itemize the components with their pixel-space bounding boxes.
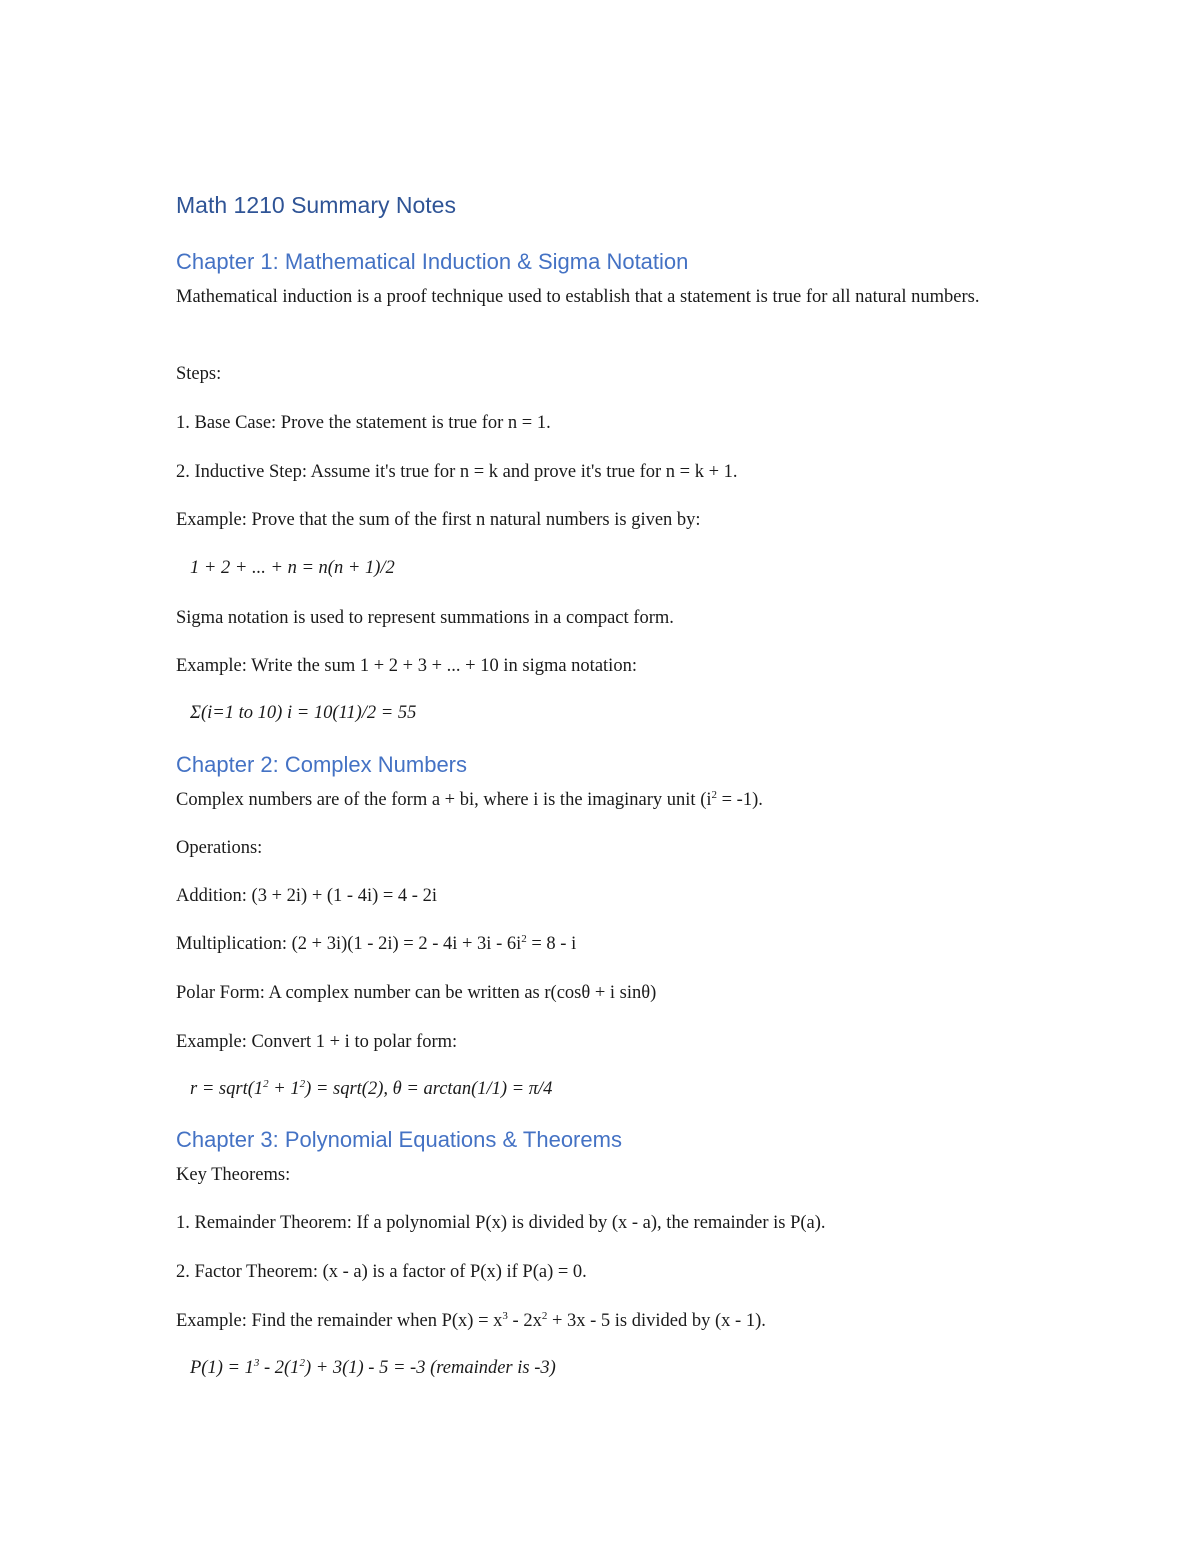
multiplication-example: Multiplication: $(2 + 3i)(1 - 2i) = 2 - 4i + 3i - 6i^2 = 8 - i$ bbox=[176, 932, 577, 954]
equation-remainder: $P(1) = 1^3 - 2(1^2) + 3(1) - 5 = -3$ (remainder is -3) bbox=[190, 1356, 556, 1378]
polar-form: Polar Form: A complex number can be written as r(cosθ + i sinθ) bbox=[176, 983, 657, 1003]
example-sigma-intro: Example: Write the sum 1 + 2 + 3 + ... + 10 in sigma notation: bbox=[176, 656, 637, 676]
example-sum-intro: Example: Prove that the sum of the first n natural numbers is given by: bbox=[176, 510, 701, 530]
equation-polar: $r = sqrt(1^2 + 1^2)$ = sqrt(2), θ = arctan(1/1) = π/4 bbox=[190, 1077, 553, 1099]
operations-label: Operations: bbox=[176, 838, 263, 858]
factor-theorem: 2. Factor Theorem: (x - a) is a factor of P(x) if P(a) = 0. bbox=[176, 1262, 587, 1282]
chapter-2-heading: Chapter 2: Complex Numbers bbox=[176, 752, 468, 777]
document-title: Math 1210 Summary Notes bbox=[176, 192, 456, 218]
sigma-intro: Sigma notation is used to represent summations in a compact form. bbox=[176, 608, 674, 628]
remainder-example-intro: Example: Find the remainder when $P(x) = x^3 - 2x^2 + 3x - 5$ is divided by (x - 1). bbox=[176, 1309, 766, 1331]
equation-sigma: Σ(i=1 to 10) i = 10(11)/2 = 55 bbox=[190, 703, 417, 723]
key-theorems-label: Key Theorems: bbox=[176, 1165, 291, 1185]
equation-sum: 1 + 2 + ... + n = n(n + 1)/2 bbox=[190, 558, 395, 578]
complex-intro: Complex numbers are of the form a + bi, where i is the imaginary unit $(i^2 = -1)$. bbox=[176, 788, 763, 810]
step-1: 1. Base Case: Prove the statement is true for n = 1. bbox=[176, 413, 551, 433]
remainder-theorem: 1. Remainder Theorem: If a polynomial P(x) is divided by (x - a), the remainder is P(a). bbox=[176, 1213, 826, 1233]
chapter-1-intro: Mathematical induction is a proof technique used to establish that a statement is true for all natural numbers. bbox=[176, 287, 980, 307]
chapter-1-heading: Chapter 1: Mathematical Induction & Sigma Notation bbox=[176, 249, 689, 274]
step-2: 2. Inductive Step: Assume it's true for n = k and prove it's true for n = k + 1. bbox=[176, 462, 738, 482]
addition-example: Addition: (3 + 2i) + (1 - 4i) = 4 - 2i bbox=[176, 886, 437, 906]
chapter-3-heading: Chapter 3: Polynomial Equations & Theorems bbox=[176, 1127, 622, 1152]
steps-label: Steps: bbox=[176, 364, 222, 384]
polar-example-intro: Example: Convert 1 + i to polar form: bbox=[176, 1032, 458, 1052]
